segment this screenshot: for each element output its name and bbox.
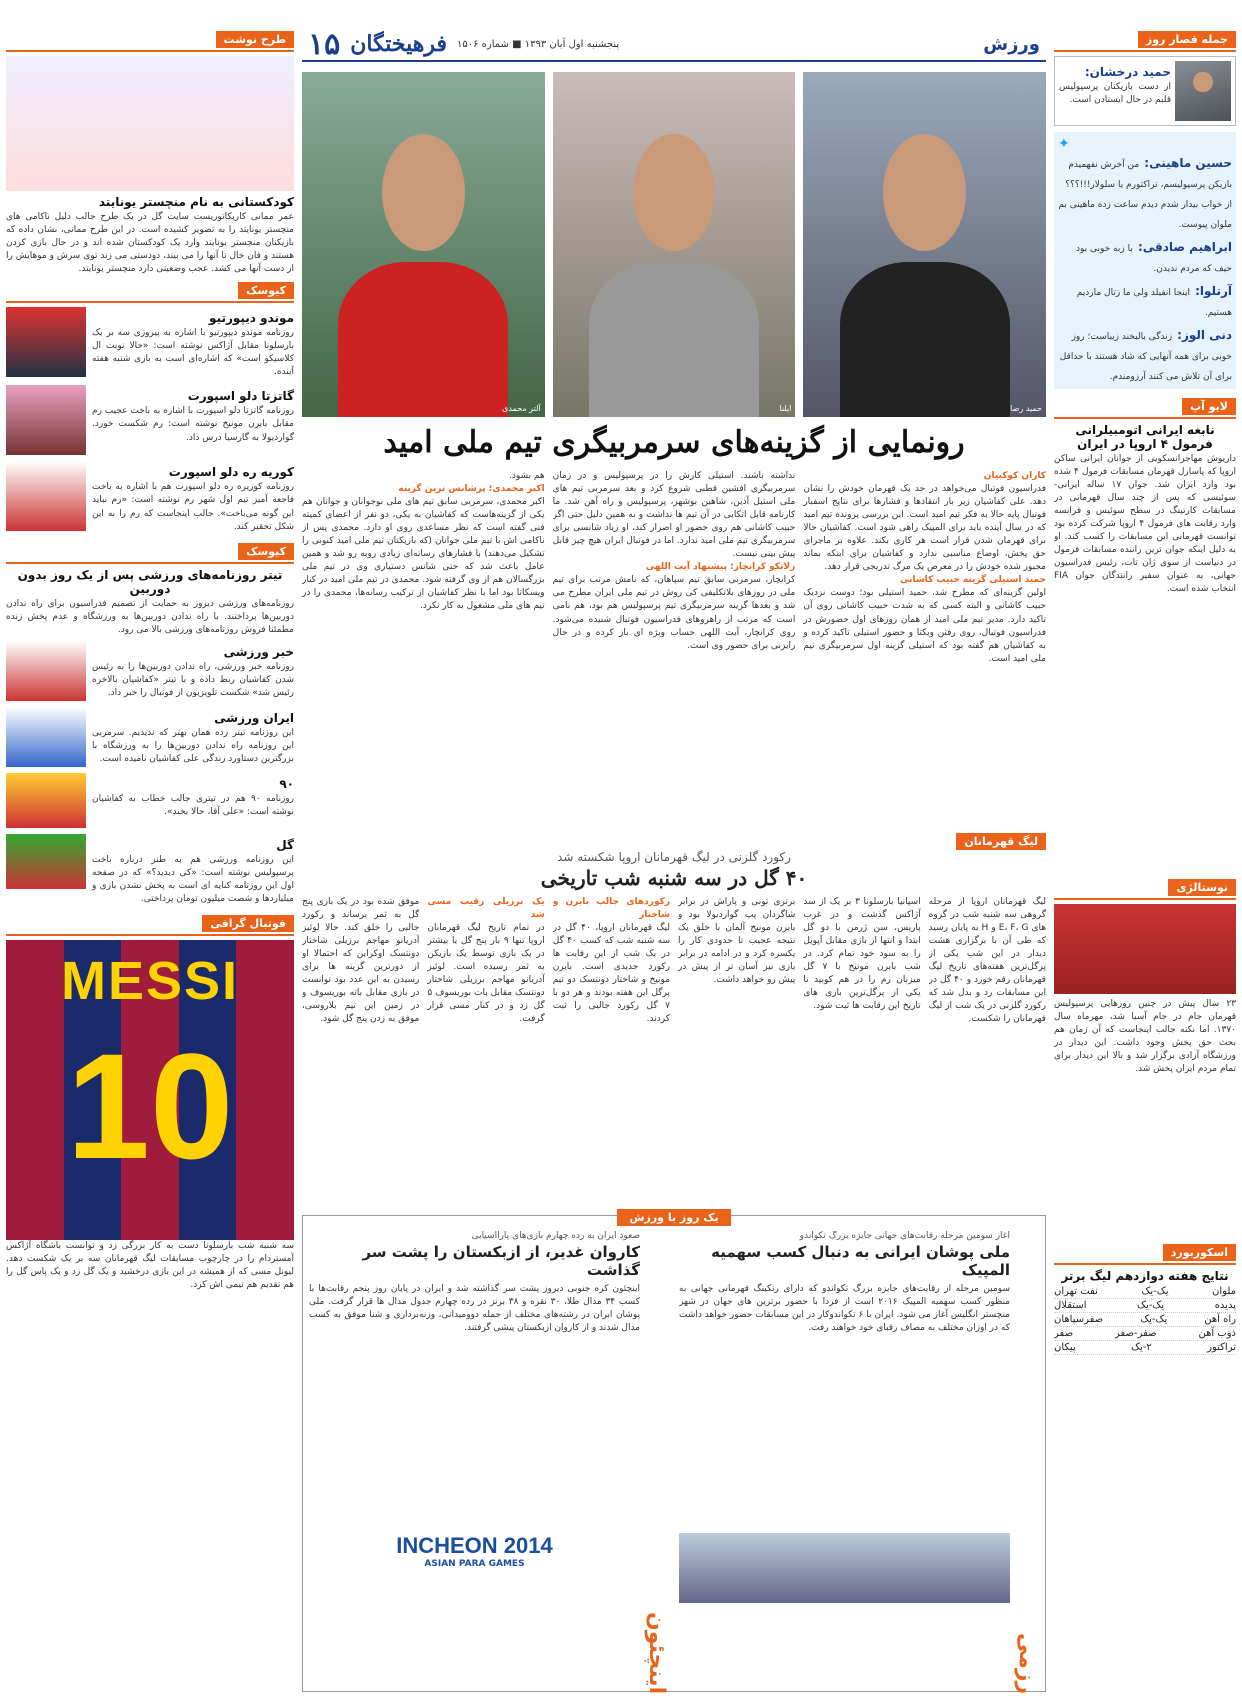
result-row: راه آهن یک-یک صفرسپاهان	[1054, 1313, 1236, 1325]
quote-text: از دست بازیکنان پرسپولیس قلبم در حال ایستادن است.	[1059, 82, 1171, 106]
incheon-logo: INCHEON 2014	[396, 1533, 553, 1558]
paper-item: خبر ورزشی روزنامه خبر ورزشی، راه ندادن دوربین‌ها را به رئیس شدن کفاشیان ربط داده و با تیتر «کفاشیان بالاخره رئیس شد» شکست تلویزیون از فوتبال را خبر داد.	[6, 641, 294, 701]
poster-text: سه شنبه شب بارسلونا دست به کار بزرگی زد و توانست باشگاه آژاکس آمستردام را در چارچوب مسابقات لیگ قهرمانان سه بر یک شکست دهد. لیونل مسی که از همیشه در این بازی درخشید و یک گل زد و یک پاس گل را هم تقدیم هم تیمی اش کرد.	[6, 1240, 294, 1291]
twitter-bird-icon: ✦	[1058, 136, 1070, 152]
page-header	[302, 28, 1046, 62]
laptop-title: نابغه ایرانی اتومبیلرانی فرمول ۴ اروپا در ایران	[1075, 422, 1215, 451]
result-row: پدیده یک-یک استقلال	[1054, 1299, 1236, 1311]
section-name: ورزش	[983, 33, 1040, 55]
subhead: زلاتکو کرانچار؛ پیشنهاد آیت اللهی	[645, 562, 796, 573]
cl-col: لیگ قهرمانان اروپا از مرحله گروهی سه شنبه شب در گروه های E، F، G و H به پایان رسید که طی آن با برگزاری هشت دیدار در این شب یکی از پرگل‌ترین هفته‌های تاریخ لیگ قهرمانان رقم خورد و ۴۰ گل در این مسابقات رد و بدل شد که رکورد گلزنی در یک شب از لیگ قهرمانان را شکست.	[928, 897, 1046, 1025]
result-row: تراکتور ۲-یک پیکان	[1054, 1341, 1236, 1353]
right-column	[1054, 28, 1236, 1692]
result-row: ذوب آهن صفر-صفر صفر	[1054, 1327, 1236, 1339]
tweet-author: آرتلوا:	[1195, 284, 1232, 299]
quote-tag: جمله قصار روز	[1138, 31, 1236, 48]
subhead: حمید استیلی گزینه حبیب کاشانی	[899, 575, 1046, 586]
messi-poster	[6, 940, 294, 1240]
poster-number: 10	[66, 1021, 234, 1190]
coach-photo-1: حمید رضا	[803, 72, 1046, 417]
cartoon-title: کودکستانی به نام منچستر یونایتد	[98, 195, 294, 209]
kiosk-tag: کیوسک	[238, 282, 294, 299]
laptop-text: داریوش مهاجرانسکویی از جوانان ایرانی ساکن اروپا که پاسارل قهرمان مسابقات فرمول ۴ شده بود وارد ایران شد. جوان ۱۷ ساله ایرانی-سوئیسی که پس از چند سال قهرمانی در مسابقات کارتینگ در سطح سوئیس و فرانسه وارد رقابت های فرمول ۴ اروپا شرکت کرده بود توانست قهرمانی این مسابقات را کسب کند. او به دلیل اینکه جوان ترین راننده مسابقات فرمول در دنیاست از سوی ژان تات، رئیس فدراسیون جهانی، به عنوان سفیر رانندگان جوان FIA انتخاب شده است.	[1054, 453, 1236, 594]
top-photos	[302, 72, 1046, 417]
poster-tag: فوتبال گرافی	[202, 915, 294, 932]
sport-day-tag: یک روز با ورزش	[617, 1209, 730, 1226]
subhead: اکبر محمدی؛ پرشانس ترین گزینه	[398, 484, 545, 495]
nostalgia-photo	[1054, 904, 1236, 994]
paper-item: ایران ورزشی این روزنامه تیتر زده همان بهتر که ندیدیم. سرمربی این روزنامه راه ندادن دوربین‌ها را به ورزشگاه با بزرگترین دستاورد زندگی علی کفاشیان نامیده است.	[6, 707, 294, 767]
tweet-author: دنی الوز:	[1177, 328, 1232, 343]
tweet-text: اینجا انفیلد ولی ما زتال ماردیم هستیم.	[1076, 288, 1232, 319]
paper-item: ۹۰ روزنامه ۹۰ هم در تیتری جالب خطاب به کفاشیان نوشته است: «علی آقا، حالا بخند».	[6, 773, 294, 828]
cover-item: موندو دیپورتیو روزنامه موندو دیپورتیو با اشاره به پیروزی سه بر یک بارسلونا مقابل آژاکس نوشته است: «حالا نوبت ال کلاسیکو است» که اشاره‌ای است به بازی شنبه هفته آینده.	[6, 307, 294, 379]
tweet-text: من آخرش نفهمیدم بازیکن پرسپولیسم، تراکتورم یا سلولار!!!؟؟؟ از خواب بیدار شدم دیدم ساعت زده ماهینی بم ملوان پیوست.	[1058, 160, 1232, 231]
page-number: ۱۵	[308, 26, 341, 62]
issue-info: پنجشنبه اول آبان ۱۳۹۳ ■ شماره ۱۵۰۶	[456, 38, 620, 50]
main-article	[302, 470, 1046, 820]
left-column	[6, 28, 294, 1692]
taekwondo-article: رزمی آغاز سومین مرحله رقابت‌های جهانی جایزه بزرگ تکواندو ملی پوشان ایرانی به دنبال کسب سهمیه المپیک سومین مرحله از رقابت‌های جایزه بزرگ تکواندو که دارای رنکینگ قهرمانی جهانی به منظور کسب سهمیه المپیک ۲۰۱۶ است از فردا با حضور برترین های جهان در شهر منچستر انگلیس آغاز می شود. ایران با ۶ تکواندوکار در این مسابقات حضور خواهد داشت که در اوزان مختلف به مصاف رقبای خود خواهند رفت.	[679, 1231, 1039, 1694]
cl-col: اسپانیا بارسلونا ۳ بر یک از سد آژاکس گذشت و در غرب پاریس، سن ژرمن با دو گل ابتدا و انتها از بازی مقابل آپویل را به سود خود تمام کرد. در شب بایرن مونیخ با ۷ گل میزبان رم را در هم کوبید تا یکی از پرگل‌ترین بازی های تاریخ این رقابت ها ثبت شود.	[803, 897, 921, 1012]
coach-photo-3: آلتر محمدی	[302, 72, 545, 417]
kiosk2-tag: کیوسک	[238, 543, 294, 560]
main-headline: رونمایی از گزینه‌های سرمربیگری تیم ملی امید	[383, 425, 965, 460]
coach-photo-2: ایلنا	[553, 72, 796, 417]
cl-kicker: رکورد گلزنی در لیگ قهرمانان اروپا شکسته شد	[557, 850, 791, 864]
nostalgia-text: ۲۳ سال پیش در چنین روزهایی پرسپولیس قهرمان جام در جام آسیا شد، مهرماه سال ۱۳۷۰. اما نکته جالب اینجاست که آن زمان هم بحث حق پخش وجود داشت. این دیدار در ورزشگاه آزادی برگزار شد و بالا این دیدار برای تمام مردم ایران پخش شد.	[1054, 998, 1236, 1074]
article-col-1: کاران کوکبیان فدراسیون فوتبال می‌خواهد در حد یک قهرمان خودش را نشان دهد. علی کفاشیان زیر بار انتقادها و فشارها برای نتایج اسفبار فوتبال پایه حالا به فکر تیم امید است. این بررسی پرونده تیم امید که در سال آینده باید برای المپیک راهی شود است. کفاشیان حالا برای قهرمان شدن قرار است هر کاری بکند. علاوه بر ماجرای حق پخش، اوضاع مناسبی ندارد و کفاشیان برای اینکه بماند مجبور شده خودش را در معرض یک مرگ تدریجی قرار دهد. حمید استیلی گزینه حبیب کاشانی اولین گزینه‌ای که مطرح شد، حمید استیلی بود؛ دوست نزدیک حبیب کاشانی و البته کسی که به شدت حبیب کاشانی روی آن تاکید دارد. مدیر تیم ملی امید از همان روزهای اول حضورش در فدراسیون فوتبال، روی رفتن ویکتا و حضور استیلی تاکید کرده و به کفاشیان هم گفته بود که استیلی گزینه اول سرمربیگری تیم ملی امید است.	[803, 471, 1046, 664]
brand-logo: فرهیختگان	[350, 31, 447, 57]
tweet	[1058, 324, 1232, 384]
tweet	[1058, 280, 1232, 320]
tweet	[1058, 236, 1232, 276]
paper-item: گل این روزنامه ورزشی هم به طنز درباره باخت پرسپولیس نوشته است: «کی دیدید؟» که در صفحه اول این روزنامه کنایه ای است به پخش نشدن بازی و میلیاردها و شصت میلیون تومان پرداختی.	[6, 834, 294, 906]
tweet-author: حسین ماهینی:	[1144, 156, 1232, 170]
cl-col: یک برزیلی رقیب مسی شد در تمام تاریخ لیگ قهرمانان اروپا تنها ۹ بار پنج گل یا بیشتر در یک بازی توسط یک بازیکن به ثمر رسیده است. لوئیز آدریانو مهاجم برزیلی شاختار دونتسک مقابل بات بوریسوف ۵ گل زد و در کنار مسی قرار گرفت.	[427, 897, 545, 1025]
cl-tag: لیگ قهرمانان	[956, 833, 1046, 850]
cover-thumb	[6, 307, 86, 377]
quote-name: حمید درخشان:	[1084, 65, 1171, 79]
cover-thumb	[6, 461, 86, 531]
cover-thumb	[6, 385, 86, 455]
martial-label: رزمی	[1014, 1632, 1039, 1694]
results-list	[1054, 1285, 1236, 1355]
article-col-2: نداشته باشند. استیلی کارش را در پرسپولیس و در زمان سرمربیگری افشین قطبی شروع کرد و بعد سرمربی تیم های ملی استیل آذین، شاهین بوشهر، پرسپولیس و راه آهن شد. ما کارنامه قابل اتکایی در آن تیم ها نداشت و به همین دلیل حتی اگر حبیب کاشانی هم روی حضور او اصرار کند، او زیاد شانسی برای سرمربیگری تیم ملی امید ندارد. اما در فوتبال ایران هیچ چیز قابل پیش بینی نیست. زلاتکو کرانچار؛ پیشنهاد آیت اللهی کرانچار، سرمربی سابق تیم سپاهان، که نامش مرتب برای تیم ملی در روزهای بلاتکلیفی کی روش در تیم ملی ایران مطرح می شد و بعدها گزینه سرمربیگری تیم پرسپولیس هم بود، هم نامی است که مرتب از راهروهای فدراسیون فوتبال شنیده می‌شود. روی کرانچار، آیت اللهی حساب ویژه ای باز کرده و در حال رایزنی برای حضور وی است.	[552, 471, 796, 651]
cover-item: گاتزتا دلو اسپورت روزنامه گاتزتا دلو اسپورت با اشاره به باخت عجیب رم مقابل بایرن مونیخ نوشته است: رم شکست خورد. گواردیولا به گارسیا درس داد.	[6, 385, 294, 455]
cartoon-text: عمر ممانی کاریکاتوریست سایت گل در یک طرح جالب دلیل ناکامی های منچستر یونایتد را به تصویر کشیده است. در این طرح ممانی، نشان داده که بازیکنان منچستر یونایتد وارد یک کودکستان شده اند و در حال بازی کردن هستند و فان خال تا آنها را می بیند، دودستی می زند توی سرش و موهایش را از دست آنها می کشد. عجب وضعیتی دارد منچستر یونایتد.	[6, 212, 294, 275]
cover-item: کوریه ره دلو اسپورت روزنامه کوریره ره دلو اسپورت هم با اشاره به باخت فاجعه آمیز تیم اول شهر رم نوشته است: «رم نباید این گونه می‌باخت». جالب اینجاست که رم را به این شکل تحقیر کند.	[6, 461, 294, 533]
cl-col: رکوردهای جالب بایرن و شاختار لیگ قهرمانان اروپا، ۴۰ گل در سه شنبه شب که کسب ۴۰ گل در یک شب از این رقابت ها رکورد جدیدی است. بایرن مونیخ و شاختار دونتسک دو تیم پرگل این هفته بودند و هر دو با ۷ گل رکورد جالبی را ثبت کردند.	[552, 897, 671, 1025]
cartoon-image	[6, 56, 294, 191]
scoreboard-tag: اسکوربورد	[1163, 1244, 1236, 1261]
champions-league-article	[302, 830, 1046, 1205]
kiosk2-title: تیتر روزنامه‌های ورزشی پس از یک روز بدون دوربین	[17, 567, 283, 596]
quote-photo	[1175, 61, 1231, 121]
scoreboard-title: نتایج هفته دوازدهم لیگ برتر	[1061, 1268, 1229, 1283]
article-col-3: هم بشود. اکبر محمدی؛ پرشانس ترین گزینه اکبر محمدی، سرمربی سابق تیم های ملی نوجوانان و جوانان هم یکی از گزینه‌هاست که کفاشیان به یکی، دو نفر از اعضای کمیته فنی گفته است که نظر مساعدی روی او دارد. محمدی پس از ناکامی اش با تیم ملی جوانان (که بازیکنان تیم ملی امید کنونی را تشکیل می‌دهند) با فشارهای رسانه‌ای زیادی روبه رو شد و همین عامل باعث شد که حتی شانس دستیاری وی در تیم ملی بزرگسالان هم از وی گرفته شود. محمدی در تیم ملی امید در کنار ویسکاتا بود اما با نظر کفاشیان از ترکیب رسانه‌ها، محمدی را در تیم های ملی مشغول به کار نکرد.	[301, 471, 545, 612]
cl-col: برتری تونی و پاراش در برابر شاگردان پپ گواردیولا بود و بایرن مونیخ آلمان با خلق یک نتیجه عجیب تا حدودی کار را یکسره کرد و در ادامه در برابر بازی نیز آسان تر از پیش در پیش رو خواهد داشت.	[678, 897, 796, 986]
author: کاران کوکبیان	[983, 471, 1046, 481]
cl-title: ۴۰ گل در سه شنبه شب تاریخی	[540, 866, 808, 890]
incheon-sub: ASIAN PARA GAMES	[424, 1559, 525, 1569]
tweet	[1058, 152, 1232, 232]
tweet-text: با زبه خوبی بود حیف که مردم ندیدن.	[1075, 244, 1232, 275]
kiosk2-text: روزنامه‌های ورزشی دیروز به حمایت از تصمیم فدراسیون برای راه ندادن دوربین‌ها پرداختند. با راه ندادن دوربین‌ها به ورزشگاه و عدم پخش زنده مطمئنا فروش روزنامه‌های ورزشی بالا می رود.	[6, 598, 294, 635]
cartoon-tag: طرح نوشت	[216, 31, 294, 48]
cl-col: موفق شده بود در یک بازی پنج گل به ثمر برساند و رکورد جالبی را خلق کند. حالا لوئیز آدریانو مهاجم برزیلی شاختار دونتسک اوکراین که احتمالا او از دورترین گزینه ها برای رسیدن به این عدد بود توانست در بازی مقابل باته بوریسوف و در زمین این تیم بلاروسی، موفق به زدن پنج گل شود.	[302, 897, 420, 1025]
quote-box	[1054, 56, 1236, 126]
taekwondo-photo	[679, 1533, 1010, 1603]
para-games-article: اینچئون صعود ایران به رده چهارم بازی‌های پاراآسیایی کاروان غدیر، از ازبکستان را پشت سر گذاشت اینچئون کره جنوبی دیروز پشت سر گذاشته شد و ایران در پایان روز پنجم رقابت‌ها با کسب ۳۴ مدال طلا، ۳۰ نقره و ۳۸ برنز در رده چهارم جدول مدال ها قرار گرفت. ملی پوشان ایران در رشته‌های مختلف از جمله دوومیدانی، وزنه‌برداری و شنا موفق به کسب مدال شدند و از کاروان ازبکستان پیشی گرفتند. INCHEON 2014 ASIAN PARA GAMES	[309, 1231, 669, 1694]
tweet-author: ابراهیم صادقی:	[1137, 240, 1232, 255]
tweet-text: زندگی بالبخند زیباست؛ روز خوبی برای همه آنهایی که شاد هستند با حداقل برای آن تلاش می کنند آرزومندم.	[1059, 332, 1232, 383]
nostalgia-tag: نوستالژی	[1168, 879, 1236, 896]
incheon-label: اینچئون	[644, 1611, 669, 1694]
twitter-box	[1054, 132, 1236, 389]
poster-name: MESSI	[60, 950, 240, 1011]
result-row: ملوان یک-یک نفت تهران	[1054, 1285, 1236, 1297]
laptop-tag: لایو آپ	[1182, 398, 1236, 415]
sport-day-box	[302, 1211, 1046, 1694]
